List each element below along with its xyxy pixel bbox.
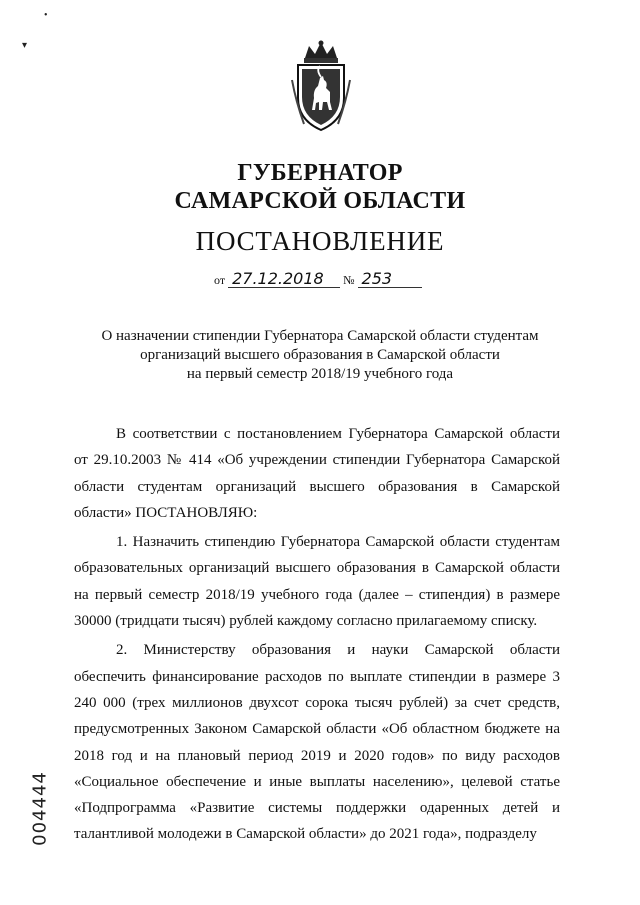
body-paragraph-preamble: В соответствии с постановлением Губернатора Самарской области от 29.10.2003 № 414 «Об учреждении стипендии Губернатора Самарской области студентам организаций высшего образования в Самарской области» ПОСТАНОВЛЯЮ:: [74, 426, 560, 521]
document-subject: [70, 327, 570, 384]
body-paragraph-item-2: 2. Министерству образования и науки Самарской области обеспечить финансирование расходов по выплате стипендии в размере 3 240 000 (трех миллионов двухсот сорока тысяч рублей) за счет средств, предусмотренных Законом Самарской области «Об областном бюджете на 2018 год и на плановый период 2019 и 2020 годов» по виду расходов «Социальное обеспечение и иные выплаты населению», целевой статье «Подпрограмма «Развитие системы поддержки одаренных детей и талантливой молодежи в Самарской области» до 2021 года», подразделу: [74, 642, 560, 843]
date-prefix: от: [214, 273, 226, 287]
header-title-line2: САМАРСКОЙ ОБЛАСТИ: [174, 188, 466, 214]
document-date: 27.12.2018: [228, 270, 340, 288]
body-paragraph-item-1: 1. Назначить стипендию Губернатора Самарской области студентам образовательных организаций высшего образования в Самарской области на первый семестр 2018/19 учебного года (далее – стипендия) в размере 30000 (тридцати тысяч) рублей каждому согласно прилагаемому списку.: [74, 534, 560, 630]
date-number-line: [214, 270, 434, 288]
subject-line: О назначении стипендии Губернатора Самарской области студентам: [101, 328, 539, 344]
number-label: №: [343, 273, 355, 287]
scan-speck-mark: •: [44, 10, 48, 21]
serial-number-stamp: [20, 770, 50, 850]
header-title-line1: ГУБЕРНАТОР: [237, 160, 403, 186]
document-body: [74, 421, 560, 851]
document-type-title: ПОСТАНОВЛЕНИЕ: [195, 226, 445, 256]
coat-of-arms-icon: [290, 40, 352, 132]
serial-number: 004444: [29, 771, 51, 846]
scan-speck-mark: ▾: [22, 40, 28, 51]
subject-line: организаций высшего образования в Самарской области: [140, 347, 500, 363]
document-number: 253: [358, 270, 422, 288]
subject-line: на первый семестр 2018/19 учебного года: [186, 366, 454, 382]
coat-of-arms-emblem: [290, 40, 352, 132]
